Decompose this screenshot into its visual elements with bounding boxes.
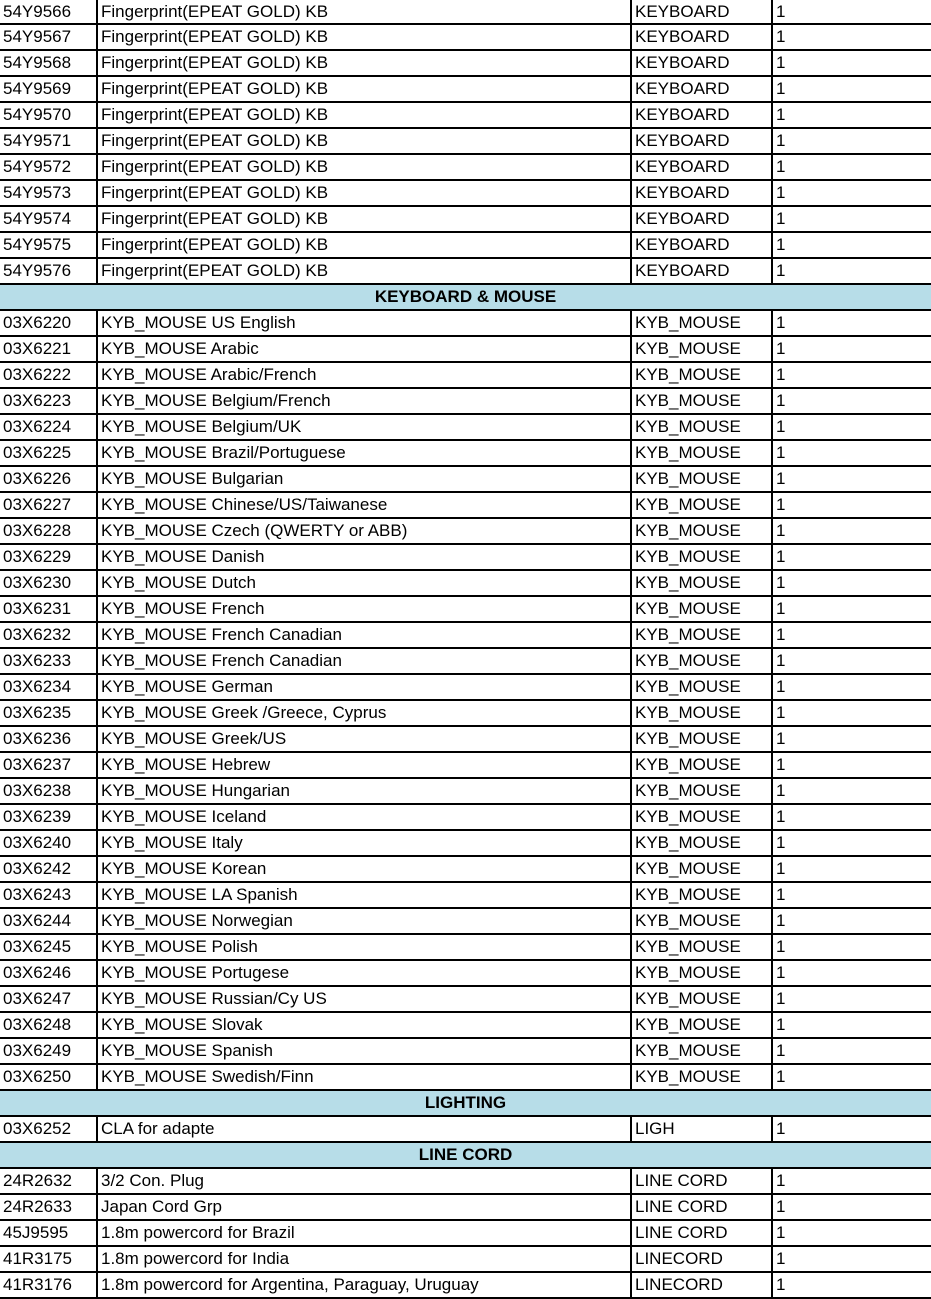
table-row	[0, 440, 931, 466]
quantity-cell: 1	[772, 440, 931, 466]
description-cell: KYB_MOUSE Belgium/French	[97, 388, 631, 414]
table-row	[0, 362, 931, 388]
category-cell: KEYBOARD	[631, 50, 772, 76]
quantity-cell: 1	[772, 882, 931, 908]
quantity-cell: 1	[772, 362, 931, 388]
table-row	[0, 700, 931, 726]
quantity-cell: 1	[772, 752, 931, 778]
description-cell: KYB_MOUSE LA Spanish	[97, 882, 631, 908]
quantity-cell: 1	[772, 856, 931, 882]
quantity-cell: 1	[772, 804, 931, 830]
description-cell: KYB_MOUSE Dutch	[97, 570, 631, 596]
description-cell: KYB_MOUSE Greek/US	[97, 726, 631, 752]
part-number-cell: 03X6228	[0, 518, 97, 544]
part-number-cell: 24R2632	[0, 1168, 97, 1194]
quantity-cell: 1	[772, 180, 931, 206]
table-row	[0, 1272, 931, 1298]
quantity-cell: 1	[772, 986, 931, 1012]
description-cell: KYB_MOUSE Korean	[97, 856, 631, 882]
table-row	[0, 882, 931, 908]
section-header: KEYBOARD & MOUSE	[0, 284, 931, 310]
description-cell: 1.8m powercord for India	[97, 1246, 631, 1272]
table-row	[0, 830, 931, 856]
part-number-cell: 03X6245	[0, 934, 97, 960]
description-cell: KYB_MOUSE French Canadian	[97, 622, 631, 648]
part-number-cell: 03X6239	[0, 804, 97, 830]
description-cell: KYB_MOUSE Arabic	[97, 336, 631, 362]
quantity-cell: 1	[772, 778, 931, 804]
table-row	[0, 674, 931, 700]
category-cell: KYB_MOUSE	[631, 908, 772, 934]
description-cell: Fingerprint(EPEAT GOLD) KB	[97, 180, 631, 206]
table-row	[0, 492, 931, 518]
description-cell: KYB_MOUSE Swedish/Finn	[97, 1064, 631, 1090]
quantity-cell: 1	[772, 24, 931, 50]
part-number-cell: 54Y9576	[0, 258, 97, 284]
part-number-cell: 03X6232	[0, 622, 97, 648]
quantity-cell: 1	[772, 726, 931, 752]
category-cell: KYB_MOUSE	[631, 544, 772, 570]
category-cell: KEYBOARD	[631, 102, 772, 128]
quantity-cell: 1	[772, 414, 931, 440]
quantity-cell: 1	[772, 544, 931, 570]
category-cell: KEYBOARD	[631, 76, 772, 102]
category-cell: KYB_MOUSE	[631, 778, 772, 804]
quantity-cell: 1	[772, 570, 931, 596]
part-number-cell: 03X6249	[0, 1038, 97, 1064]
section-header-row	[0, 284, 931, 310]
part-number-cell: 54Y9573	[0, 180, 97, 206]
quantity-cell: 1	[772, 1220, 931, 1246]
category-cell: KEYBOARD	[631, 0, 772, 24]
description-cell: KYB_MOUSE Czech (QWERTY or ABB)	[97, 518, 631, 544]
quantity-cell: 1	[772, 700, 931, 726]
quantity-cell: 1	[772, 1038, 931, 1064]
description-cell: Fingerprint(EPEAT GOLD) KB	[97, 206, 631, 232]
description-cell: KYB_MOUSE Brazil/Portuguese	[97, 440, 631, 466]
part-number-cell: 03X6237	[0, 752, 97, 778]
description-cell: KYB_MOUSE Russian/Cy US	[97, 986, 631, 1012]
quantity-cell: 1	[772, 960, 931, 986]
category-cell: KYB_MOUSE	[631, 440, 772, 466]
part-number-cell: 03X6242	[0, 856, 97, 882]
description-cell: KYB_MOUSE Spanish	[97, 1038, 631, 1064]
description-cell: Fingerprint(EPEAT GOLD) KB	[97, 128, 631, 154]
quantity-cell: 1	[772, 76, 931, 102]
category-cell: KYB_MOUSE	[631, 648, 772, 674]
table-row	[0, 258, 931, 284]
quantity-cell: 1	[772, 674, 931, 700]
category-cell: KEYBOARD	[631, 154, 772, 180]
description-cell: KYB_MOUSE Arabic/French	[97, 362, 631, 388]
table-row	[0, 596, 931, 622]
category-cell: KYB_MOUSE	[631, 362, 772, 388]
category-cell: KYB_MOUSE	[631, 882, 772, 908]
table-row	[0, 778, 931, 804]
table-row	[0, 908, 931, 934]
description-cell: KYB_MOUSE Belgium/UK	[97, 414, 631, 440]
category-cell: KYB_MOUSE	[631, 752, 772, 778]
description-cell: KYB_MOUSE Hebrew	[97, 752, 631, 778]
table-row	[0, 752, 931, 778]
description-cell: KYB_MOUSE Greek /Greece, Cyprus	[97, 700, 631, 726]
quantity-cell: 1	[772, 154, 931, 180]
part-number-cell: 03X6243	[0, 882, 97, 908]
part-number-cell: 03X6246	[0, 960, 97, 986]
table-row	[0, 180, 931, 206]
table-row	[0, 1220, 931, 1246]
category-cell: KEYBOARD	[631, 232, 772, 258]
quantity-cell: 1	[772, 518, 931, 544]
table-row	[0, 570, 931, 596]
category-cell: KYB_MOUSE	[631, 622, 772, 648]
quantity-cell: 1	[772, 908, 931, 934]
section-header: LIGHTING	[0, 1090, 931, 1116]
description-cell: KYB_MOUSE French	[97, 596, 631, 622]
table-row	[0, 0, 931, 24]
table-row	[0, 76, 931, 102]
table-row	[0, 466, 931, 492]
category-cell: KYB_MOUSE	[631, 466, 772, 492]
category-cell: KEYBOARD	[631, 180, 772, 206]
part-number-cell: 03X6248	[0, 1012, 97, 1038]
category-cell: KYB_MOUSE	[631, 596, 772, 622]
table-row	[0, 1246, 931, 1272]
part-number-cell: 03X6235	[0, 700, 97, 726]
part-number-cell: 03X6240	[0, 830, 97, 856]
part-number-cell: 03X6227	[0, 492, 97, 518]
category-cell: KEYBOARD	[631, 128, 772, 154]
description-cell: KYB_MOUSE Italy	[97, 830, 631, 856]
section-header: LINE CORD	[0, 1142, 931, 1168]
category-cell: KEYBOARD	[631, 206, 772, 232]
description-cell: KYB_MOUSE Portugese	[97, 960, 631, 986]
category-cell: KYB_MOUSE	[631, 700, 772, 726]
section-header-row	[0, 1142, 931, 1168]
part-number-cell: 03X6229	[0, 544, 97, 570]
quantity-cell: 1	[772, 1116, 931, 1142]
quantity-cell: 1	[772, 388, 931, 414]
description-cell: Fingerprint(EPEAT GOLD) KB	[97, 102, 631, 128]
description-cell: KYB_MOUSE German	[97, 674, 631, 700]
quantity-cell: 1	[772, 1194, 931, 1220]
category-cell: KYB_MOUSE	[631, 492, 772, 518]
part-number-cell: 03X6247	[0, 986, 97, 1012]
description-cell: KYB_MOUSE Iceland	[97, 804, 631, 830]
part-number-cell: 41R3176	[0, 1272, 97, 1298]
category-cell: KYB_MOUSE	[631, 960, 772, 986]
quantity-cell: 1	[772, 206, 931, 232]
quantity-cell: 1	[772, 648, 931, 674]
part-number-cell: 03X6223	[0, 388, 97, 414]
part-number-cell: 03X6221	[0, 336, 97, 362]
table-row	[0, 856, 931, 882]
category-cell: KYB_MOUSE	[631, 336, 772, 362]
table-row	[0, 414, 931, 440]
table-row	[0, 24, 931, 50]
part-number-cell: 03X6226	[0, 466, 97, 492]
quantity-cell: 1	[772, 0, 931, 24]
part-number-cell: 03X6231	[0, 596, 97, 622]
table-row	[0, 336, 931, 362]
part-number-cell: 03X6252	[0, 1116, 97, 1142]
category-cell: KYB_MOUSE	[631, 414, 772, 440]
category-cell: LINE CORD	[631, 1194, 772, 1220]
description-cell: Fingerprint(EPEAT GOLD) KB	[97, 232, 631, 258]
category-cell: KYB_MOUSE	[631, 986, 772, 1012]
description-cell: KYB_MOUSE US English	[97, 310, 631, 336]
table-row	[0, 648, 931, 674]
quantity-cell: 1	[772, 1064, 931, 1090]
description-cell: KYB_MOUSE Hungarian	[97, 778, 631, 804]
quantity-cell: 1	[772, 102, 931, 128]
quantity-cell: 1	[772, 336, 931, 362]
category-cell: KYB_MOUSE	[631, 570, 772, 596]
table-row	[0, 206, 931, 232]
table-row	[0, 726, 931, 752]
description-cell: Fingerprint(EPEAT GOLD) KB	[97, 0, 631, 24]
part-number-cell: 54Y9567	[0, 24, 97, 50]
table-row	[0, 1012, 931, 1038]
table-row	[0, 310, 931, 336]
quantity-cell: 1	[772, 1272, 931, 1298]
section-header-row	[0, 1090, 931, 1116]
description-cell: 1.8m powercord for Argentina, Paraguay, Uruguay	[97, 1272, 631, 1298]
table-row	[0, 154, 931, 180]
category-cell: KYB_MOUSE	[631, 310, 772, 336]
category-cell: KYB_MOUSE	[631, 726, 772, 752]
part-number-cell: 03X6238	[0, 778, 97, 804]
description-cell: 3/2 Con. Plug	[97, 1168, 631, 1194]
description-cell: 1.8m powercord for Brazil	[97, 1220, 631, 1246]
table-row	[0, 102, 931, 128]
table-row	[0, 1116, 931, 1142]
category-cell: KYB_MOUSE	[631, 388, 772, 414]
part-number-cell: 24R2633	[0, 1194, 97, 1220]
quantity-cell: 1	[772, 128, 931, 154]
table-row	[0, 128, 931, 154]
part-number-cell: 41R3175	[0, 1246, 97, 1272]
quantity-cell: 1	[772, 50, 931, 76]
quantity-cell: 1	[772, 596, 931, 622]
description-cell: KYB_MOUSE Chinese/US/Taiwanese	[97, 492, 631, 518]
description-cell: CLA for adapte	[97, 1116, 631, 1142]
description-cell: KYB_MOUSE Bulgarian	[97, 466, 631, 492]
category-cell: LINE CORD	[631, 1220, 772, 1246]
part-number-cell: 03X6233	[0, 648, 97, 674]
quantity-cell: 1	[772, 232, 931, 258]
description-cell: KYB_MOUSE Polish	[97, 934, 631, 960]
part-number-cell: 54Y9574	[0, 206, 97, 232]
table-row	[0, 622, 931, 648]
description-cell: Fingerprint(EPEAT GOLD) KB	[97, 24, 631, 50]
category-cell: LIGH	[631, 1116, 772, 1142]
category-cell: KYB_MOUSE	[631, 934, 772, 960]
table-row	[0, 518, 931, 544]
table-row	[0, 934, 931, 960]
category-cell: KYB_MOUSE	[631, 1064, 772, 1090]
quantity-cell: 1	[772, 310, 931, 336]
part-number-cell: 54Y9569	[0, 76, 97, 102]
part-number-cell: 03X6236	[0, 726, 97, 752]
description-cell: KYB_MOUSE French Canadian	[97, 648, 631, 674]
description-cell: Fingerprint(EPEAT GOLD) KB	[97, 76, 631, 102]
category-cell: KYB_MOUSE	[631, 1012, 772, 1038]
quantity-cell: 1	[772, 258, 931, 284]
part-number-cell: 45J9595	[0, 1220, 97, 1246]
quantity-cell: 1	[772, 1168, 931, 1194]
part-number-cell: 03X6230	[0, 570, 97, 596]
table-row	[0, 804, 931, 830]
table-row	[0, 1194, 931, 1220]
part-number-cell: 54Y9566	[0, 0, 97, 24]
description-cell: Japan Cord Grp	[97, 1194, 631, 1220]
table-row	[0, 388, 931, 414]
table-row	[0, 544, 931, 570]
part-number-cell: 54Y9570	[0, 102, 97, 128]
quantity-cell: 1	[772, 830, 931, 856]
category-cell: KYB_MOUSE	[631, 518, 772, 544]
quantity-cell: 1	[772, 1246, 931, 1272]
category-cell: KEYBOARD	[631, 24, 772, 50]
category-cell: LINE CORD	[631, 1168, 772, 1194]
category-cell: KYB_MOUSE	[631, 674, 772, 700]
category-cell: LINECORD	[631, 1272, 772, 1298]
table-row	[0, 1168, 931, 1194]
table-row	[0, 232, 931, 258]
part-number-cell: 03X6250	[0, 1064, 97, 1090]
description-cell: KYB_MOUSE Slovak	[97, 1012, 631, 1038]
quantity-cell: 1	[772, 1012, 931, 1038]
description-cell: Fingerprint(EPEAT GOLD) KB	[97, 50, 631, 76]
category-cell: LINECORD	[631, 1246, 772, 1272]
description-cell: KYB_MOUSE Danish	[97, 544, 631, 570]
table-row	[0, 960, 931, 986]
part-number-cell: 54Y9575	[0, 232, 97, 258]
table-row	[0, 1038, 931, 1064]
table-row	[0, 50, 931, 76]
category-cell: KYB_MOUSE	[631, 830, 772, 856]
part-number-cell: 54Y9571	[0, 128, 97, 154]
category-cell: KYB_MOUSE	[631, 1038, 772, 1064]
quantity-cell: 1	[772, 622, 931, 648]
description-cell: Fingerprint(EPEAT GOLD) KB	[97, 154, 631, 180]
description-cell: KYB_MOUSE Norwegian	[97, 908, 631, 934]
table-row	[0, 1064, 931, 1090]
category-cell: KYB_MOUSE	[631, 856, 772, 882]
category-cell: KYB_MOUSE	[631, 804, 772, 830]
quantity-cell: 1	[772, 492, 931, 518]
part-number-cell: 03X6222	[0, 362, 97, 388]
quantity-cell: 1	[772, 466, 931, 492]
quantity-cell: 1	[772, 934, 931, 960]
part-number-cell: 03X6225	[0, 440, 97, 466]
part-number-cell: 03X6234	[0, 674, 97, 700]
part-number-cell: 03X6224	[0, 414, 97, 440]
category-cell: KEYBOARD	[631, 258, 772, 284]
description-cell: Fingerprint(EPEAT GOLD) KB	[97, 258, 631, 284]
part-number-cell: 03X6244	[0, 908, 97, 934]
part-number-cell: 54Y9568	[0, 50, 97, 76]
table-row	[0, 986, 931, 1012]
part-number-cell: 54Y9572	[0, 154, 97, 180]
part-number-cell: 03X6220	[0, 310, 97, 336]
